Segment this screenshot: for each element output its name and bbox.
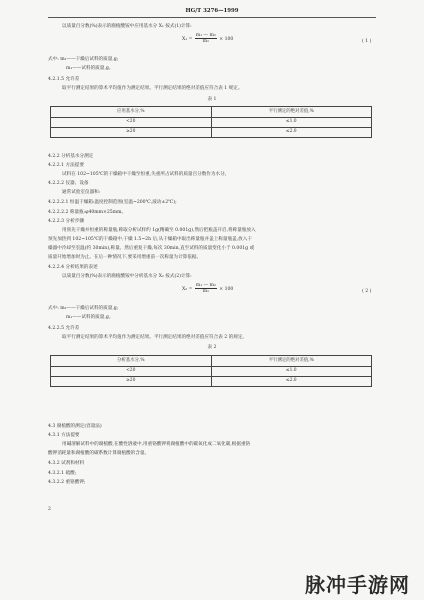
heading-4-3-1: 4.3.1 方法提要 xyxy=(48,433,80,438)
table-row xyxy=(51,128,372,138)
heading-4-2-1-5: 4.2.1.5 允许差 xyxy=(48,77,80,82)
formula1-intro: 以质量百分数(%)表示的腐植酸铵中应用基水分 X₁ 按式(1)计算: xyxy=(62,24,192,29)
table-cell: ≥20 xyxy=(51,377,212,387)
formula1-fraction xyxy=(195,33,217,44)
formula2-tail: × 100 xyxy=(219,287,234,292)
paragraph-4-3-1-line2: 酸钾消耗量和腐植酸的碳系数计算腐植酸的含量。 xyxy=(48,451,150,456)
page-header: HG/T 3276—1999 xyxy=(185,8,239,14)
formula2-fraction xyxy=(195,283,217,294)
table1-header-row xyxy=(51,107,372,118)
table2-header-cell: 平行测定的绝对差值,% xyxy=(211,356,372,367)
paragraph-4-2-1-5: 取平行测定结果的算术平均值作为测定结果。平行测定结果的绝对差值应符合表 1 规定。 xyxy=(62,86,243,91)
equation-number-1: ( 1 ) xyxy=(362,39,372,44)
site-watermark: 脉冲手游网 xyxy=(305,572,410,597)
heading-4-3-2: 4.3.2 试剂和材料 xyxy=(48,461,85,466)
formula2-lhs: X₂ = xyxy=(182,287,193,292)
formula1-where2: m₁——试料的质量,g。 xyxy=(66,66,114,71)
formula1-denominator: m₁ xyxy=(202,39,209,44)
table-cell: ≤1.0 xyxy=(211,118,372,128)
table-cell: <20 xyxy=(51,118,212,128)
heading-4-2-2-4: 4.2.2.4 分析结果的表述 xyxy=(48,265,98,270)
table1-header-cell: 平行测定的绝对差值,% xyxy=(211,107,372,118)
table-cell: ≤2.0 xyxy=(211,128,372,138)
table2-header-row xyxy=(51,356,372,367)
paragraph-4-2-2-3-line1: 用预先干燥并恒重的称量瓶,称取分析试样约 1g(精确至 0.001g),然后把瓶盖开启,将称量瓶放入 xyxy=(62,228,256,233)
heading-4-3: 4.3 腐植酸的测定(容量法) xyxy=(48,424,102,429)
table-row xyxy=(51,377,372,387)
table2-header-cell: 分析基水分,% xyxy=(51,356,212,367)
heading-4-3-2-1: 4.3.2.1 硫酸; xyxy=(48,471,77,476)
table-cell: ≥20 xyxy=(51,128,212,138)
paragraph-4-2-2-3-line2: 预先加热到 102~105℃的干燥箱中,干燥 1.5~2h 后,从干燥箱中取出称量瓶并盖上称量瓶盖,放入干 xyxy=(48,237,252,242)
paragraph-4-3-1-line1: 用碱溶解试料中的腐植酸,在酸性溶液中,用重铬酸钾将腐植酸中的碳氧化成二氧化碳,根据重铬 xyxy=(62,442,251,447)
table1-caption: 表 1 xyxy=(207,97,217,102)
heading-4-2-2-5: 4.2.2.5 允许差 xyxy=(48,326,80,331)
formula2-where2: m₁——试料的质量,g。 xyxy=(66,315,114,320)
heading-4-3-2-2: 4.3.2.2 重铬酸钾; xyxy=(48,480,86,485)
formula-2 xyxy=(182,283,233,294)
paragraph-4-2-2-1: 试料在 102~105℃的干燥箱中干燥至恒重,失重所占试料的质量百分数作为水分。 xyxy=(62,172,230,177)
heading-4-2-2: 4.2.2 分析基水分测定 xyxy=(48,154,94,159)
heading-4-2-2-2: 4.2.2.2 仪器、设备 xyxy=(48,181,89,186)
paragraph-4-2-2-5: 取平行测定结果的算术平均值作为测定结果。平行测定结果的绝对差值应符合表 2 的规定。 xyxy=(62,335,248,340)
formula1-where: 式中: m₂——干燥后试料的质量,g; xyxy=(48,57,119,62)
formula2-numerator: m₁ — m₂ xyxy=(195,283,216,288)
paragraph-4-2-2-3-line4: 质量开始增加时为止。在后一种情况下,要采用增重前一次称量为计算依据。 xyxy=(48,255,202,260)
heading-4-2-2-1: 4.2.2.1 方法提要 xyxy=(48,163,84,168)
page-number: 2 xyxy=(48,507,51,512)
formula-1 xyxy=(182,33,233,44)
heading-4-2-2-3: 4.2.2.3 分析步骤 xyxy=(48,219,84,224)
paragraph-4-2-2-2: 通常试验室仪器和: xyxy=(62,190,101,195)
equation-number-2: ( 2 ) xyxy=(362,289,372,294)
formula1-tail: × 100 xyxy=(219,37,234,42)
heading-4-2-2-2-2: 4.2.2.2.2 称量瓶:φ40mm×25mm。 xyxy=(48,210,127,215)
formula2-denominator: m₁ xyxy=(202,289,209,294)
table-row xyxy=(51,367,372,377)
heading-4-2-2-2-1: 4.2.2.2.1 恒温干燥箱:温度控制范围(室温~200℃,波动±2℃); xyxy=(48,200,177,205)
formula2-where: 式中: m₂——干燥后试料的质量,g; xyxy=(48,306,119,311)
table1-header-cell: 应用基水分,% xyxy=(51,107,212,118)
table-cell: ≤1.0 xyxy=(211,367,372,377)
table-row xyxy=(51,118,372,128)
table-2 xyxy=(50,355,372,387)
formula1-numerator: m₁ — m₂ xyxy=(195,33,216,38)
header-rule xyxy=(48,17,376,18)
table-cell: <20 xyxy=(51,367,212,377)
paragraph-4-2-2-3-line3: 燥器中冷却至室温(约 30min),称量。然后重复干燥,每次 30min,直至试料的质量变化小于 0.001g 或 xyxy=(48,246,255,251)
table2-caption: 表 2 xyxy=(207,345,217,350)
paragraph-4-2-2-4: 以质量百分数(%)表示的腐植酸铵中分析基水分 X₂ 按式(2)计算: xyxy=(62,274,192,279)
formula1-lhs: X₁ = xyxy=(182,37,193,42)
table-cell: ≤2.0 xyxy=(211,377,372,387)
table-1 xyxy=(50,106,372,138)
